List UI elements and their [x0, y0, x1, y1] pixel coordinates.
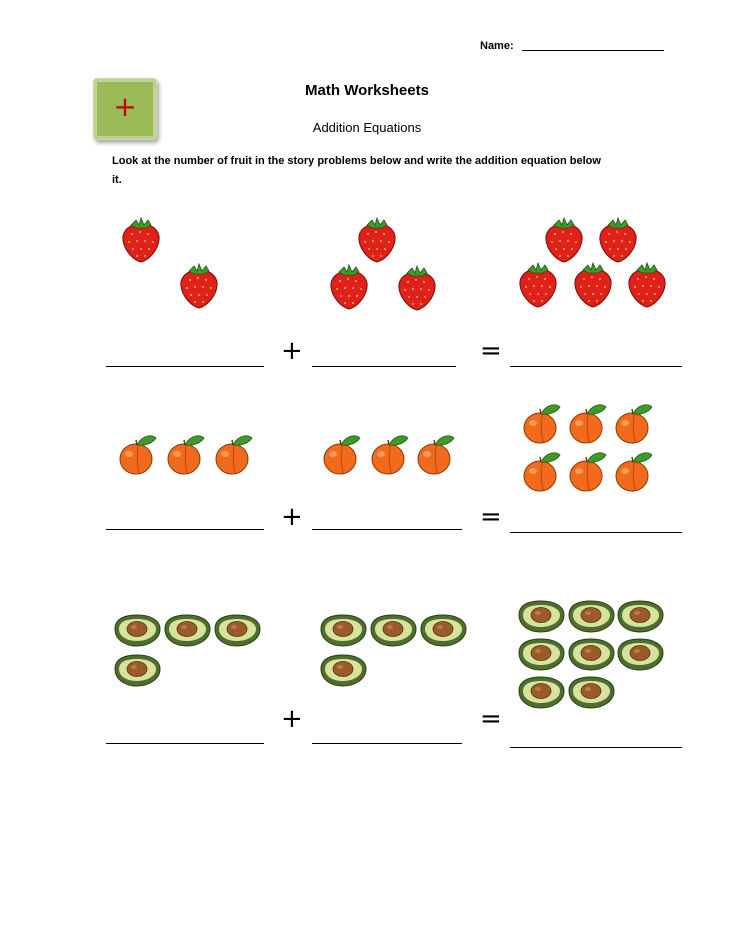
apricot-icon: [166, 432, 206, 476]
plus-sign: +: [281, 502, 303, 532]
page-title: Math Worksheets: [305, 82, 429, 99]
apricot-icon: [614, 401, 654, 445]
apricot-icon: [370, 432, 410, 476]
avocado-icon: [615, 600, 665, 634]
strawberry-icon: [517, 261, 559, 309]
name-blank-line[interactable]: [522, 50, 664, 51]
instructions-text: Look at the number of fruit in the story problems below and write the addition equation below it.: [112, 155, 601, 186]
avocado-icon: [566, 676, 616, 710]
apricot-icon: [568, 449, 608, 493]
strawberry-icon: [396, 264, 438, 312]
answer-line-addend1[interactable]: [106, 366, 264, 367]
strawberry-icon: [572, 261, 614, 309]
answer-line-addend2[interactable]: [312, 366, 456, 367]
plus-sign: +: [281, 704, 303, 734]
strawberry-icon: [120, 216, 162, 264]
avocado-icon: [516, 676, 566, 710]
apricot-icon: [118, 432, 158, 476]
avocado-icon: [318, 654, 368, 688]
strawberry-icon: [178, 262, 220, 310]
name-label: Name:: [480, 40, 514, 52]
avocado-icon: [112, 614, 162, 648]
strawberry-icon: [597, 216, 639, 264]
apricot-icon: [522, 449, 562, 493]
strawberry-icon: [543, 216, 585, 264]
apricot-icon: [568, 401, 608, 445]
avocado-icon: [212, 614, 262, 648]
apricot-icon: [522, 401, 562, 445]
avocado-icon: [418, 614, 468, 648]
avocado-icon: [162, 614, 212, 648]
avocado-icon: [566, 600, 616, 634]
plus-sign: +: [281, 336, 303, 366]
plus-badge-icon: [93, 78, 157, 140]
answer-line-sum[interactable]: [510, 747, 682, 748]
avocado-icon: [368, 614, 418, 648]
strawberry-icon: [626, 261, 668, 309]
badge-plus-symbol: +: [113, 90, 137, 123]
avocado-icon: [615, 638, 665, 672]
avocado-icon: [318, 614, 368, 648]
answer-line-addend2[interactable]: [312, 743, 462, 744]
answer-line-sum[interactable]: [510, 366, 682, 367]
equals-sign: =: [480, 502, 502, 532]
apricot-icon: [614, 449, 654, 493]
apricot-icon: [214, 432, 254, 476]
answer-line-addend2[interactable]: [312, 529, 462, 530]
apricot-icon: [322, 432, 362, 476]
answer-line-addend1[interactable]: [106, 529, 264, 530]
avocado-icon: [112, 654, 162, 688]
strawberry-icon: [328, 263, 370, 311]
answer-line-addend1[interactable]: [106, 743, 264, 744]
strawberry-icon: [356, 216, 398, 264]
answer-line-sum[interactable]: [510, 532, 682, 533]
equals-sign: =: [480, 336, 502, 366]
avocado-icon: [516, 600, 566, 634]
avocado-icon: [566, 638, 616, 672]
page-subtitle: Addition Equations: [312, 120, 422, 135]
avocado-icon: [516, 638, 566, 672]
equals-sign: =: [480, 704, 502, 734]
apricot-icon: [416, 432, 456, 476]
